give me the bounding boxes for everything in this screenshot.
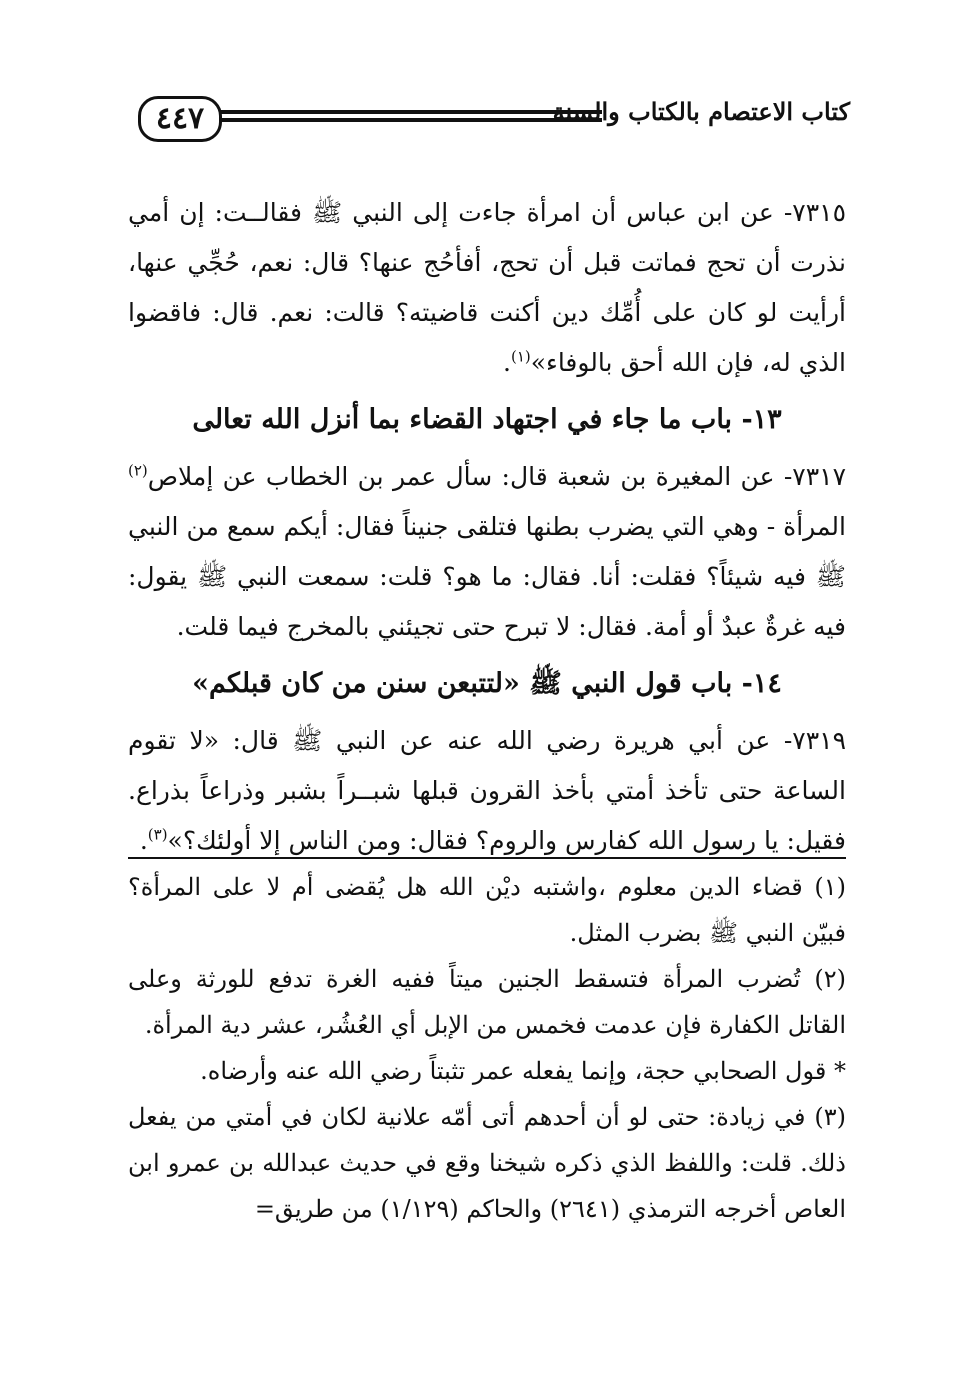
hadith-7319-text: ٧٣١٩- عن أبي هريرة رضي الله عنه عن النبي ﷺ قال: «لا تقوم الساعة حتى تأخذ أمتي بأخذ القرون قبلها شبــراً بشبر وذراعاً بذراع. فقيل: يا رسول الله كفارس والروم؟ فقال: ومن الناس إلا أولئك؟» xyxy=(128,726,846,855)
page-number: ٤٤٧ xyxy=(138,96,222,142)
main-text xyxy=(128,188,846,866)
footnote-ref-1: (١) xyxy=(510,347,531,366)
footnote-separator xyxy=(128,857,846,859)
page-header xyxy=(130,92,850,148)
hadith-7315 xyxy=(128,188,846,388)
footnote-2: (٢) تُضرب المرأة فتسقط الجنين ميتاً ففيه الغرة تدفع للورثة وعلى القاتل الكفارة فإن عدمت فخمس من الإبل أي العُشُر، عشر دية المرأة. xyxy=(128,965,846,1039)
hadith-7317-text-b: المرأة - وهي التي يضرب بطنها فتلقى جنيناً فقال: أيكم سمع من النبي ﷺ فيه شيئاً؟ فقلت: أنا. فقال: ما هو؟ قلت: سمعت النبي ﷺ يقول: فيه غرةٌ عبدٌ أو أمة. فقال: لا تبرح حتى تجيئني بالمخرج فيما قلت. xyxy=(128,512,846,641)
header-rule xyxy=(214,110,602,120)
header-rule-thin xyxy=(214,120,602,122)
chapter-heading-13: ١٣- باب ما جاء في اجتهاد القضاء بما أنزل الله تعالى xyxy=(192,404,782,435)
hadith-7319-end: . xyxy=(139,826,148,855)
hadith-7319 xyxy=(128,716,846,866)
chapter-heading-14: ١٤- باب قول النبي ﷺ «لتتبعن سنن من كان قبلكم» xyxy=(192,668,782,699)
footnote-ref-3: (٣) xyxy=(147,825,168,844)
hadith-7317-text-a: ٧٣١٧- عن المغيرة بن شعبة قال: سأل عمر بن الخطاب عن إملاص xyxy=(147,462,846,491)
footnote-3: (٣) في زيادة: حتى لو أن أحدهم أتى أمّه علانية لكان في أمتي من يفعل ذلك. قلت: واللفظ الذي ذكره شيخنا وقع في حديث عبدالله بن عمرو ابن العاص أخرجه الترمذي (٢٦٤١) والحاكم (١/١٢٩) من طريق= xyxy=(128,1103,846,1223)
hadith-7315-text: ٧٣١٥- عن ابن عباس أن امرأة جاءت إلى النبي ﷺ فقالــت: إن أمي نذرت أن تحج فماتت قبل أن تحج، أفأحُج عنها؟ قال: نعم، حُجِّي عنها، أرأيت لو كان على أُمِّك دين أكنت قاضيته؟ قالت: نعم. قال: فاقضوا الذي له، فإن الله أحق بالوفاء» xyxy=(128,198,846,377)
footnote-1: (١) قضاء الدين معلوم ،واشتبه ديْن الله هل يُقضى أم لا على المرأة؟ فبيّن النبي ﷺ بضرب المثل. xyxy=(128,873,846,947)
footnotes xyxy=(128,864,846,1232)
footnote-note: * قول الصحابي حجة، وإنما يفعله عمر تثبتاً رضي الله عنه وأرضاه. xyxy=(200,1057,846,1085)
footnote-ref-2: (٢) xyxy=(128,461,148,480)
hadith-7315-end: . xyxy=(503,348,511,377)
book-title: كتاب الاعتصام بالكتاب والسنة xyxy=(552,97,850,126)
hadith-7317 xyxy=(128,452,846,652)
